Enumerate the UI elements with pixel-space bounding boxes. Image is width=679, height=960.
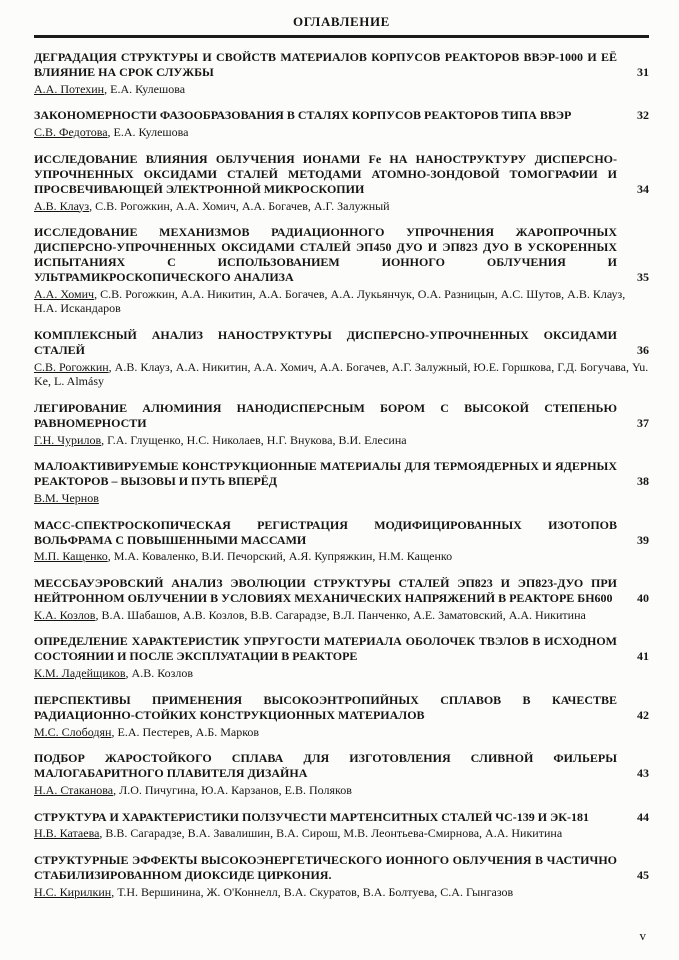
other-authors: , В.А. Шабашов, А.В. Козлов, В.В. Сагарадзе, В.Л. Панченко, А.Е. Заматовский, А.А. Никитина bbox=[95, 607, 586, 622]
entry-title: МАСС-СПЕКТРОСКОПИЧЕСКАЯ РЕГИСТРАЦИЯ МОДИФИЦИРОВАННЫХ ИЗОТОПОВ ВОЛЬФРАМА С ПОВЫШЕННЫМИ МАССАМИ bbox=[34, 517, 617, 547]
entry-authors bbox=[34, 549, 649, 564]
toc-entry bbox=[34, 108, 649, 140]
toc-entry bbox=[34, 693, 649, 739]
entry-title: ИССЛЕДОВАНИЕ ВЛИЯНИЯ ОБЛУЧЕНИЯ ИОНАМИ Fe НА НАНОСТРУКТУРУ ДИСПЕРСНО-УПРОЧНЕННЫХ ОКСИДАМИ СТАЛЕЙ МЕТОДАМИ АТОМНО-ЗОНДОВОЙ ТОМОГРАФИИ И ПРОСВЕЧИВАЮЩЕЙ ЭЛЕКТРОННОЙ МИКРОСКОПИИ bbox=[34, 151, 617, 196]
first-author: Н.В. Катаева bbox=[34, 826, 100, 841]
entry-page-number: 34 bbox=[637, 181, 649, 196]
table-of-contents bbox=[34, 50, 649, 899]
entry-page-number: 45 bbox=[637, 867, 649, 882]
toc-entry bbox=[34, 810, 649, 842]
other-authors: , В.В. Сагарадзе, В.А. Завалишин, В.А. Сирош, М.В. Леонтьева-Смирнова, А.А. Никитина bbox=[99, 826, 563, 841]
toc-entry bbox=[34, 328, 649, 389]
entry-title: ОПРЕДЕЛЕНИЕ ХАРАКТЕРИСТИК УПРУГОСТИ МАТЕРИАЛА ОБОЛОЧЕК ТВЭЛОВ В ИСХОДНОМ СОСТОЯНИИ И ПОСЛЕ ЭКСПЛУАТАЦИИ В РЕАКТОРЕ bbox=[34, 634, 617, 664]
toc-entry bbox=[34, 634, 649, 680]
other-authors: , С.В. Рогожкин, А.А. Хомич, А.А. Богачев, А.Г. Залужный bbox=[89, 198, 390, 213]
other-authors: , Т.Н. Вершинина, Ж. О'Коннелл, В.А. Скуратов, В.А. Болтуева, С.А. Гынгазов bbox=[111, 884, 514, 899]
toc-entry bbox=[34, 459, 649, 505]
entry-page-number: 38 bbox=[637, 474, 649, 489]
other-authors: , А.В. Козлов bbox=[125, 666, 194, 681]
toc-entry bbox=[34, 576, 649, 622]
first-author: К.А. Козлов bbox=[34, 607, 96, 622]
first-author: К.М. Ладейщиков bbox=[34, 666, 126, 681]
entry-title: ЛЕГИРОВАНИЕ АЛЮМИНИЯ НАНОДИСПЕРСНЫМ БОРОМ С ВЫСОКОЙ СТЕПЕНЬЮ РАВНОМЕРНОСТИ bbox=[34, 400, 617, 430]
entry-title: ИССЛЕДОВАНИЕ МЕХАНИЗМОВ РАДИАЦИОННОГО УПРОЧНЕНИЯ ЖАРОПРОЧНЫХ ДИСПЕРСНО-УПРОЧНЕННЫХ ОКСИДАМИ СТАЛЕЙ ЭП450 ДУО И ЭП823 ДУО В УСКОРЕННЫХ ИСПЫТАНИЯХ С ИСПОЛЬЗОВАНИЕМ ИОННОГО ОБЛУЧЕНИЯ И УЛЬТРАМИКРОСКОПИЧЕСКОГО АНАЛИЗА bbox=[34, 225, 617, 284]
entry-title: ПОДБОР ЖАРОСТОЙКОГО СПЛАВА ДЛЯ ИЗГОТОВЛЕНИЯ СЛИВНОЙ ФИЛЬЕРЫ МАЛОГАБАРИТНОГО ПЛАВИТЕЛЯ ДИЗАЙНА bbox=[34, 751, 617, 780]
entry-page-number: 32 bbox=[637, 108, 649, 123]
entry-title: СТРУКТУРНЫЕ ЭФФЕКТЫ ВЫСОКОЭНЕРГЕТИЧЕСКОГО ИОННОГО ОБЛУЧЕНИЯ В ЧАСТИЧНО СТАБИЛИЗИРОВАННОМ ДИОКСИДЕ ЦИРКОНИЯ. bbox=[34, 853, 617, 882]
entry-page-number: 42 bbox=[637, 707, 649, 722]
entry-authors bbox=[34, 125, 649, 140]
entry-authors bbox=[34, 491, 649, 506]
entry-page-number: 36 bbox=[637, 342, 649, 357]
first-author: В.М. Чернов bbox=[34, 491, 99, 505]
other-authors: , Л.О. Пичугина, Ю.А. Карзанов, Е.В. Поляков bbox=[113, 782, 352, 797]
first-author: А.В. Клауз bbox=[34, 198, 90, 213]
other-authors: , С.В. Рогожкин, А.А. Никитин, А.А. Богачев, А.А. Лукьянчук, О.А. Разницын, А.С. Шутов, А.В. Клауз, Н.А. Искандаров bbox=[34, 286, 626, 316]
other-authors: , Е.А. Пестерев, А.Б. Марков bbox=[111, 724, 260, 739]
page-title: ОГЛАВЛЕНИЕ bbox=[293, 14, 390, 29]
other-authors: , Е.А. Кулешова bbox=[107, 125, 189, 140]
entry-title: МЕССБАУЭРОВСКИЙ АНАЛИЗ ЭВОЛЮЦИИ СТРУКТУРЫ СТАЛЕЙ ЭП823 И ЭП823-ДУО ПРИ НЕЙТРОННОМ ОБЛУЧЕНИИ В УСЛОВИЯХ МЕХАНИЧЕСКИХ НАПРЯЖЕНИЙ В РЕАКТОРЕ БН600 bbox=[34, 576, 617, 605]
toc-entry bbox=[34, 152, 649, 213]
entry-authors bbox=[34, 608, 649, 623]
entry-authors bbox=[34, 666, 649, 681]
toc-entry bbox=[34, 518, 649, 564]
entry-authors bbox=[34, 199, 649, 214]
entry-authors bbox=[34, 433, 649, 448]
entry-title: ДЕГРАДАЦИЯ СТРУКТУРЫ И СВОЙСТВ МАТЕРИАЛОВ КОРПУСОВ РЕАКТОРОВ ВВЭР-1000 И ЕЁ ВЛИЯНИЕ НА СРОК СЛУЖБЫ bbox=[34, 50, 617, 79]
first-author: Г.Н. Чурилов bbox=[34, 432, 102, 447]
entry-authors bbox=[34, 287, 649, 316]
first-author: М.С. Слободян bbox=[34, 724, 112, 739]
entry-page-number: 31 bbox=[637, 64, 649, 79]
first-author: А.А. Хомич bbox=[34, 286, 95, 301]
entry-title: СТРУКТУРА И ХАРАКТЕРИСТИКИ ПОЛЗУЧЕСТИ МАРТЕНСИТНЫХ СТАЛЕЙ ЧС-139 И ЭК-181 bbox=[34, 809, 589, 824]
entry-page-number: 40 bbox=[637, 590, 649, 605]
first-author: С.В. Рогожкин bbox=[34, 359, 109, 374]
toc-entry bbox=[34, 50, 649, 96]
entry-page-number: 44 bbox=[637, 809, 649, 824]
entry-page-number: 39 bbox=[637, 532, 649, 547]
first-author: А.А. Потехин bbox=[34, 81, 105, 96]
entry-authors bbox=[34, 725, 649, 740]
entry-page-number: 43 bbox=[637, 766, 649, 780]
other-authors: , М.А. Коваленко, В.И. Печорский, А.Я. Купряжкин, Н.М. Кащенко bbox=[107, 549, 453, 564]
entry-title: ПЕРСПЕКТИВЫ ПРИМЕНЕНИЯ ВЫСОКОЭНТРОПИЙНЫХ СПЛАВОВ В КАЧЕСТВЕ РАДИАЦИОННО-СТОЙКИХ КОНСТРУКЦИОННЫХ МАТЕРИАЛОВ bbox=[34, 692, 617, 722]
first-author: Н.С. Кирилкин bbox=[34, 884, 112, 899]
entry-authors bbox=[34, 360, 649, 389]
toc-entry bbox=[34, 401, 649, 447]
entry-authors bbox=[34, 783, 649, 798]
entry-authors bbox=[34, 826, 649, 841]
other-authors: , Е.А. Кулешова bbox=[104, 81, 186, 96]
toc-entry bbox=[34, 751, 649, 797]
first-author: С.В. Федотова bbox=[34, 125, 108, 140]
other-authors: , Г.А. Глущенко, Н.С. Николаев, Н.Г. Внукова, В.И. Елесина bbox=[101, 432, 407, 447]
entry-page-number: 35 bbox=[637, 269, 649, 284]
entry-authors bbox=[34, 82, 649, 97]
entry-page-number: 41 bbox=[637, 649, 649, 664]
first-author: Н.А. Стаканова bbox=[34, 782, 114, 797]
entry-page-number: 37 bbox=[637, 415, 649, 430]
other-authors: , А.В. Клауз, А.А. Никитин, А.А. Хомич, А.А. Богачев, А.Г. Залужный, Ю.Е. Горшкова, Г.Д. Богучава, Yu. Ke, L. Almásy bbox=[34, 359, 649, 389]
toc-entry bbox=[34, 853, 649, 899]
header-rule bbox=[34, 35, 649, 38]
entry-authors bbox=[34, 885, 649, 900]
first-author: М.П. Кащенко bbox=[34, 549, 108, 564]
folio-page-number: v bbox=[639, 928, 646, 943]
entry-title: КОМПЛЕКСНЫЙ АНАЛИЗ НАНОСТРУКТУРЫ ДИСПЕРСНО-УПРОЧНЕННЫХ ОКСИДАМИ СТАЛЕЙ bbox=[34, 327, 617, 357]
entry-title: МАЛОАКТИВИРУЕМЫЕ КОНСТРУКЦИОННЫЕ МАТЕРИАЛЫ ДЛЯ ТЕРМОЯДЕРНЫХ И ЯДЕРНЫХ РЕАКТОРОВ – ВЫЗОВЫ И ПУТЬ ВПЕРЁД bbox=[34, 459, 617, 489]
entry-title: ЗАКОНОМЕРНОСТИ ФАЗООБРАЗОВАНИЯ В СТАЛЯХ КОРПУСОВ РЕАКТОРОВ ТИПА ВВЭР bbox=[34, 108, 572, 123]
toc-entry bbox=[34, 225, 649, 316]
